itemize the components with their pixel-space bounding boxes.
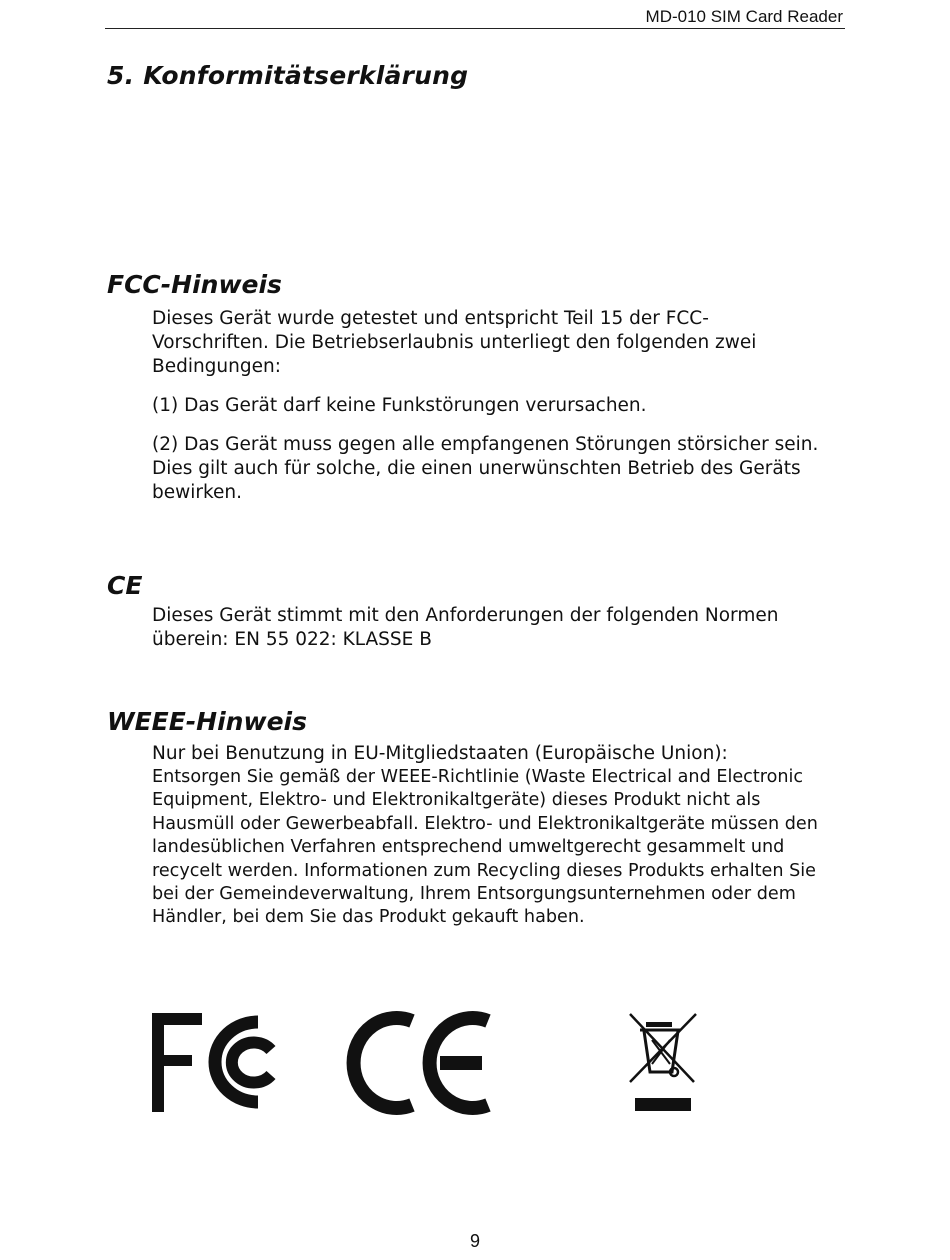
fcc-condition-1: (1) Das Gerät darf keine Funkstörungen verursachen.	[152, 395, 647, 416]
page-number: 9	[469, 1231, 480, 1251]
ce-logo	[354, 1018, 488, 1108]
fcc-condition-2: (2) Das Gerät muss gegen alle empfangenen Störungen störsicher sein. Dies gilt auch für solche, die einen unerwünschten Betrieb des Geräts bewirken.	[152, 434, 819, 503]
ce-heading: CE	[107, 571, 143, 600]
weee-scope: Nur bei Benutzung in EU-Mitgliedstaaten (Europäische Union):	[152, 743, 728, 764]
header-rule	[105, 28, 845, 29]
running-header: MD-010 SIM Card Reader	[645, 7, 843, 26]
fcc-logo	[152, 1013, 271, 1112]
weee-heading: WEEE-Hinweis	[107, 707, 307, 736]
weee-text: Entsorgen Sie gemäß der WEEE-Richtlinie (Waste Electrical and Electronic Equipment, Elektro- und Elektronikaltgeräte) dieses Produkt nicht als Hausmüll oder Gewerbeabfall. Elektro- und Elektronikaltgeräte müssen den landesüblichen Verfahren entsprechend umweltgerecht gesammelt und recycelt werden. Informationen zum Recycling dieses Produkts erhalten Sie bei der Gemeindeverwaltung, Ihrem Entsorgungsunternehmen oder dem Händler, bei dem Sie das Produkt gekauft haben.	[152, 767, 818, 928]
fcc-heading: FCC-Hinweis	[107, 270, 282, 299]
ce-text: Dieses Gerät stimmt mit den Anforderungen der folgenden Normen überein: EN 55 022: KLASSE B	[152, 605, 779, 650]
weee-logo	[630, 1014, 696, 1111]
fcc-intro: Dieses Gerät wurde getestet und entspricht Teil 15 der FCC-Vorschriften. Die Betriebserlaubnis unterliegt den folgenden zwei Bedingungen:	[152, 308, 757, 377]
chapter-title: 5. Konformitätserklärung	[107, 61, 469, 90]
